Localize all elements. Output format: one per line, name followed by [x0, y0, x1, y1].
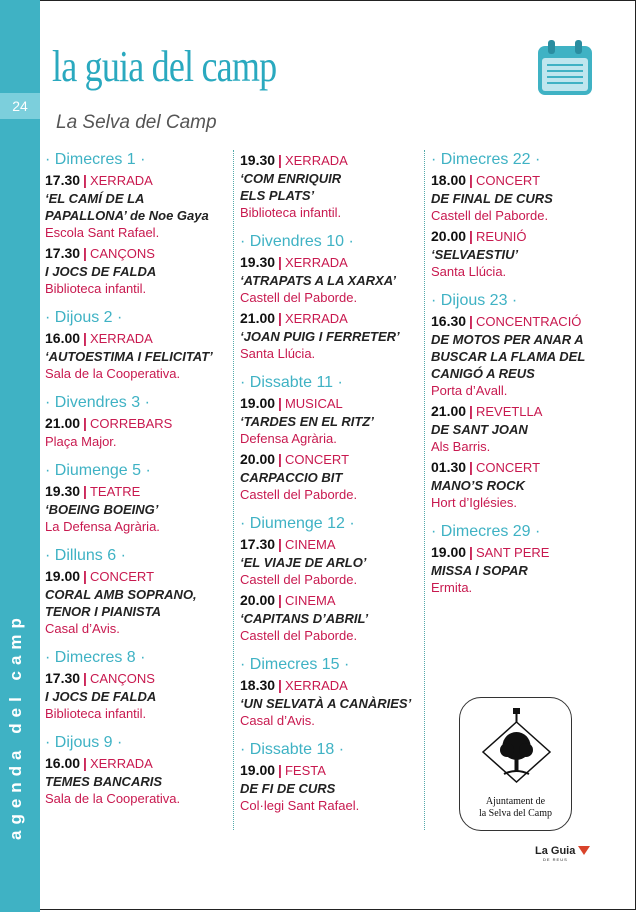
separator-bar: | [469, 228, 473, 244]
event-item [431, 402, 609, 456]
event-place: Biblioteca infantil. [45, 281, 147, 296]
event-name: TEMES BANCARIS [45, 774, 163, 789]
day-heading: · Dissabte 11 · [240, 374, 343, 391]
event-item [431, 171, 609, 225]
event-place: Als Barris. [431, 439, 491, 454]
event-item [431, 227, 609, 281]
event-place: Hort d’Iglésies. [431, 495, 517, 510]
event-type: CINEMA [284, 537, 336, 552]
event-header [45, 669, 223, 688]
event-type: MUSICAL [284, 396, 343, 411]
event-header [240, 450, 418, 469]
event-place: Col·legi Sant Rafael. [240, 798, 360, 813]
day-heading: · Dijous 2 · [45, 309, 123, 326]
event-place: Sala de la Cooperativa. [45, 366, 181, 381]
event-place: Santa Llúcia. [240, 346, 316, 361]
event-item [45, 171, 223, 242]
event-type: REVETLLA [475, 404, 543, 419]
event-header [45, 329, 223, 348]
column-divider [233, 150, 234, 830]
event-time: 19.00 [431, 544, 467, 560]
event-time: 20.00 [431, 228, 467, 244]
event-place: Ermita. [431, 580, 473, 595]
event-name: ‘COM ENRIQUIR ELS PLATS’ [240, 171, 342, 203]
event-type: CONCERT [475, 460, 541, 475]
event-name: CARPACCIO BIT [240, 470, 343, 485]
event-place: Sala de la Cooperativa. [45, 791, 181, 806]
event-type: XERRADA [284, 255, 348, 270]
event-header [431, 171, 609, 190]
event-header [431, 458, 609, 477]
separator-bar: | [83, 670, 87, 686]
separator-bar: | [278, 592, 282, 608]
separator-bar: | [469, 172, 473, 188]
event-name: MANO’S ROCK [431, 478, 525, 493]
event-type: CONCERT [475, 173, 541, 188]
side-label: agenda del camp [6, 612, 25, 840]
event-name: ‘AUTOESTIMA I FELICITAT’ [45, 349, 213, 364]
event-type: CONCENTRACIÓ [475, 314, 582, 329]
separator-bar: | [278, 677, 282, 693]
event-place: Castell del Paborde. [240, 290, 358, 305]
day-heading: · Dimecres 8 · [45, 649, 146, 666]
event-name: DE FI DE CURS [240, 781, 336, 796]
page-title: la guia del camp [52, 42, 277, 91]
event-type: SANT PERE [475, 545, 550, 560]
event-place: Biblioteca infantil. [45, 706, 147, 721]
event-item [240, 676, 418, 730]
logo-text-line-1: Ajuntament de [485, 796, 546, 807]
event-name: ‘EL VIAJE DE ARLO’ [240, 555, 367, 570]
event-item [45, 754, 223, 808]
event-place: Santa Llúcia. [431, 264, 507, 279]
event-type: FESTA [284, 763, 326, 778]
separator-bar: | [469, 403, 473, 419]
event-type: CINEMA [284, 593, 336, 608]
separator-bar: | [83, 172, 87, 188]
event-item [45, 244, 223, 298]
event-place: Castell del Paborde. [240, 487, 358, 502]
event-header [240, 591, 418, 610]
event-header [431, 227, 609, 246]
logo-text-line-2: la Selva del Camp [478, 808, 553, 819]
event-name: ‘SELVAESTIU’ [431, 247, 519, 262]
event-name: ‘EL CAMÍ DE LA PAPALLONA’ de Noe Gaya [45, 191, 209, 223]
event-place: La Defensa Agrària. [45, 519, 160, 534]
event-type: TEATRE [89, 484, 141, 499]
event-place: Casal d’Avis. [45, 621, 120, 636]
event-place: Castell del Paborde. [431, 208, 549, 223]
event-name: ‘BOEING BOEING’ [45, 502, 159, 517]
event-name: I JOCS DE FALDA [45, 689, 157, 704]
event-name: ‘JOAN PUIG I FERRETER’ [240, 329, 400, 344]
footer-brand-small: DE REUS [543, 857, 568, 862]
event-item [45, 567, 223, 638]
event-type: CONCERT [89, 569, 155, 584]
event-item [240, 450, 418, 504]
separator-bar: | [83, 483, 87, 499]
event-time: 16.30 [431, 313, 467, 329]
separator-bar: | [278, 310, 282, 326]
event-name: I JOCS DE FALDA [45, 264, 157, 279]
day-heading: · Dissabte 18 · [240, 741, 345, 758]
event-time: 21.00 [45, 415, 81, 431]
event-place: Biblioteca infantil. [240, 205, 342, 220]
event-item [431, 312, 609, 400]
separator-bar: | [83, 245, 87, 261]
event-type: XERRADA [284, 153, 348, 168]
event-type: XERRADA [89, 331, 153, 346]
event-item [45, 414, 223, 451]
event-header [431, 543, 609, 562]
event-type: CANÇONS [89, 671, 155, 686]
event-place: Plaça Major. [45, 434, 117, 449]
event-time: 19.00 [240, 762, 276, 778]
event-name: DE SANT JOAN [431, 422, 528, 437]
event-header [240, 309, 418, 328]
separator-bar: | [469, 544, 473, 560]
event-time: 20.00 [240, 451, 276, 467]
separator-bar: | [278, 152, 282, 168]
event-type: XERRADA [284, 678, 348, 693]
separator-bar: | [278, 395, 282, 411]
event-place: Castell del Paborde. [240, 572, 358, 587]
day-heading: · Dijous 9 · [45, 734, 123, 751]
event-time: 16.00 [45, 755, 81, 771]
event-header [45, 567, 223, 586]
event-item [240, 591, 418, 645]
event-name: DE MOTOS PER ANAR A BUSCAR LA FLAMA DEL CANIGÓ A REUS [431, 332, 586, 381]
event-place: Defensa Agrària. [240, 431, 337, 446]
event-item [240, 151, 418, 222]
event-place: Porta d’Avall. [431, 383, 508, 398]
footer-brand-name: La Guia [535, 845, 576, 857]
event-place: Escola Sant Rafael. [45, 225, 160, 240]
event-place: Castell del Paborde. [240, 628, 358, 643]
event-header [240, 253, 418, 272]
day-heading: · Dimecres 22 · [431, 151, 541, 168]
event-time: 01.30 [431, 459, 467, 475]
day-heading: · Dilluns 6 · [45, 547, 126, 564]
event-time: 18.30 [240, 677, 276, 693]
event-time: 17.30 [240, 536, 276, 552]
event-name: DE FINAL DE CURS [431, 191, 553, 206]
event-time: 19.00 [240, 395, 276, 411]
event-time: 21.00 [240, 310, 276, 326]
event-header [45, 754, 223, 773]
event-time: 17.30 [45, 245, 81, 261]
event-item [240, 761, 418, 815]
event-item [431, 543, 609, 597]
event-header [240, 761, 418, 780]
separator-bar: | [83, 568, 87, 584]
brand-mark-icon [578, 846, 590, 856]
event-item [431, 458, 609, 512]
event-header [45, 482, 223, 501]
separator-bar: | [83, 415, 87, 431]
event-header [431, 312, 609, 331]
event-item [45, 482, 223, 536]
day-heading: · Diumenge 12 · [240, 515, 355, 532]
event-time: 18.00 [431, 172, 467, 188]
event-item [45, 669, 223, 723]
event-name: MISSA I SOPAR [431, 563, 528, 578]
day-heading: · Dimecres 1 · [45, 151, 146, 168]
event-type: XERRADA [89, 756, 153, 771]
event-item [240, 253, 418, 307]
separator-bar: | [83, 755, 87, 771]
event-header [240, 151, 418, 170]
event-name: ‘ATRAPATS A LA XARXA’ [240, 273, 396, 288]
event-name: ‘UN SELVATÀ A CANÀRIES’ [240, 696, 412, 711]
town-hall-logo [459, 697, 572, 831]
event-header [431, 402, 609, 421]
page-number: 24 [0, 93, 40, 119]
event-time: 20.00 [240, 592, 276, 608]
agenda-column-1 [45, 150, 223, 810]
event-time: 19.30 [240, 152, 276, 168]
event-name: ‘TARDES EN EL RITZ’ [240, 414, 374, 429]
day-heading: · Dimecres 29 · [431, 523, 541, 540]
event-time: 19.00 [45, 568, 81, 584]
event-time: 19.30 [45, 483, 81, 499]
separator-bar: | [278, 451, 282, 467]
event-time: 19.30 [240, 254, 276, 270]
separator-bar: | [83, 330, 87, 346]
event-place: Casal d’Avis. [240, 713, 315, 728]
day-heading: · Dijous 23 · [431, 292, 518, 309]
agenda-column-2 [240, 150, 418, 817]
event-type: XERRADA [89, 173, 153, 188]
event-header [45, 244, 223, 263]
day-heading: · Divendres 10 · [240, 233, 354, 250]
separator-bar: | [278, 762, 282, 778]
event-type: CANÇONS [89, 246, 155, 261]
event-type: XERRADA [284, 311, 348, 326]
day-heading: · Divendres 3 · [45, 394, 150, 411]
event-item [240, 309, 418, 363]
event-header [45, 171, 223, 190]
sidebar [0, 0, 40, 912]
event-time: 16.00 [45, 330, 81, 346]
event-header [240, 394, 418, 413]
event-time: 21.00 [431, 403, 467, 419]
event-type: CONCERT [284, 452, 350, 467]
separator-bar: | [469, 459, 473, 475]
event-type: CORREBARS [89, 416, 173, 431]
day-heading: · Diumenge 5 · [45, 462, 151, 479]
event-item [45, 329, 223, 383]
day-heading: · Dimecres 15 · [240, 656, 350, 673]
event-header [45, 414, 223, 433]
event-time: 17.30 [45, 670, 81, 686]
separator-bar: | [278, 254, 282, 270]
footer-brand [535, 845, 590, 862]
event-time: 17.30 [45, 172, 81, 188]
separator-bar: | [469, 313, 473, 329]
event-name: ‘CAPITANS D’ABRIL’ [240, 611, 369, 626]
event-name: CORAL AMB SOPRANO, TENOR I PIANISTA [45, 587, 197, 619]
agenda-column-3 [431, 150, 609, 599]
event-item [240, 535, 418, 589]
event-header [240, 535, 418, 554]
event-item [240, 394, 418, 448]
separator-bar: | [278, 536, 282, 552]
event-header [240, 676, 418, 695]
calendar-icon [535, 38, 595, 98]
coat-of-arms-icon [460, 698, 573, 798]
column-divider [424, 150, 425, 830]
page-subtitle: La Selva del Camp [56, 112, 217, 133]
event-type: REUNIÓ [475, 229, 527, 244]
